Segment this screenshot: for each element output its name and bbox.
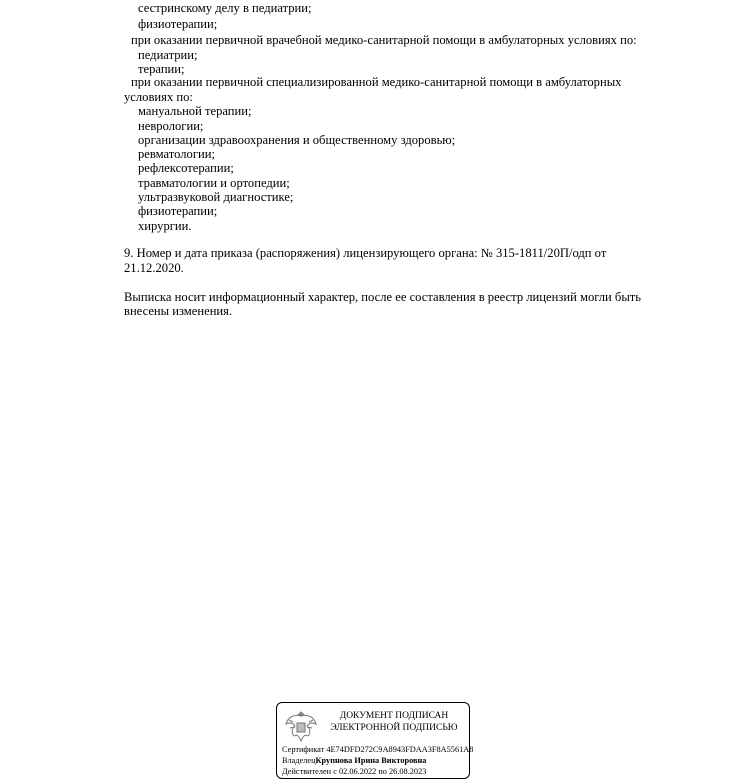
certificate-line <box>282 745 473 755</box>
section-heading: при оказании первичной специализированной медико-санитарной помощи в амбулаторных <box>131 75 622 89</box>
owner-label: Владелец <box>282 756 316 765</box>
disclaimer-paragraph: внесены изменения. <box>124 304 233 318</box>
order-paragraph: 9. Номер и дата приказа (распоряжения) лицензирующего органа: № 315-1811/20П/одп от <box>124 246 607 260</box>
order-paragraph: 21.12.2020. <box>124 261 184 275</box>
list-item: рефлексотерапии; <box>138 161 234 175</box>
signature-title <box>321 710 467 734</box>
list-item: травматологии и ортопедии; <box>138 176 290 190</box>
list-item: хирургии. <box>138 219 192 233</box>
electronic-signature-stamp <box>276 702 474 779</box>
list-item: терапии; <box>138 62 185 76</box>
list-item: ревматологии; <box>138 147 215 161</box>
list-item: ультразвуковой диагностике; <box>138 190 294 204</box>
section-heading: при оказании первичной врачебной медико-санитарной помощи в амбулаторных условиях по: <box>131 33 637 47</box>
list-item: педиатрии; <box>138 48 198 62</box>
owner-value: Крупнова Ирина Викторовна <box>315 756 427 765</box>
list-item: неврологии; <box>138 119 204 133</box>
list-item: физиотерапии; <box>138 204 218 218</box>
list-item: организации здравоохранения и общественному здоровью; <box>138 133 456 147</box>
certificate-label: Сертификат <box>282 745 325 754</box>
list-item: мануальной терапии; <box>138 104 252 118</box>
certificate-value: 4E74DFD272C9A8943FDAA3F8A5561A8 <box>326 745 474 754</box>
disclaimer-paragraph: Выписка носит информационный характер, после ее составления в реестр лицензий могли быть <box>124 290 642 304</box>
signature-title-line: ЭЛЕКТРОННОЙ ПОДПИСЬЮ <box>330 723 458 733</box>
coat-of-arms-icon <box>284 708 318 744</box>
list-item: физиотерапии; <box>138 17 218 31</box>
validity-line: Действителен с 02.06.2022 по 26.08.2023 <box>282 767 427 776</box>
list-item: сестринскому делу в педиатрии; <box>138 1 312 15</box>
signature-title-line: ДОКУМЕНТ ПОДПИСАН <box>339 711 449 721</box>
owner-line <box>282 756 426 766</box>
section-heading-cont: условиях по: <box>124 90 193 104</box>
